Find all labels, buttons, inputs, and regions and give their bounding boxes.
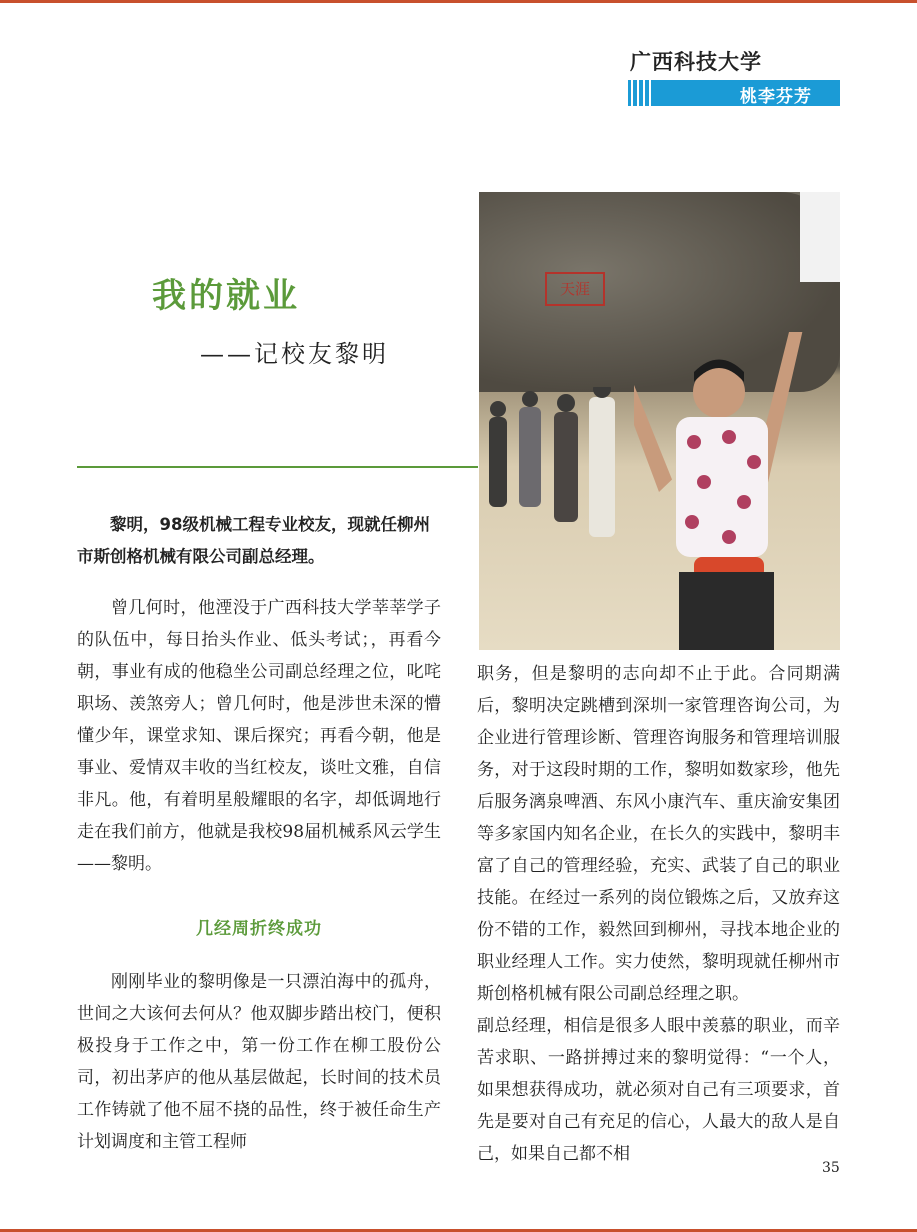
rock-inscription: 天涯 xyxy=(545,272,605,306)
alumnus-figure xyxy=(634,332,804,650)
body-column-left-1 xyxy=(77,592,441,880)
body-column-right xyxy=(477,658,840,1170)
paragraph: 曾几何时，他湮没于广西科技大学莘莘学子的队伍中，每日抬头作业、低头考试；，再看今朝，事业有成的他稳坐公司副总经理之位，叱咤职场、羡煞旁人；曾几何时，他是涉世未深的懵懂少年，课堂求知、课后探究；再看今朝，他是事业、爱情双丰收的当红校友，谈吐文雅，自信非凡。他，有着明星般耀眼的名字，却低调地行走在我们前方，他就是我校98届机械系风云学生——黎明。 xyxy=(77,598,441,874)
article-title: 我的就业 xyxy=(152,276,300,316)
title-divider xyxy=(77,466,478,468)
running-header xyxy=(628,46,840,106)
sky-patch xyxy=(800,192,840,282)
section-heading: 几经周折终成功 xyxy=(196,919,322,939)
school-name: 广西科技大学 xyxy=(630,50,762,74)
paragraph: 职务，但是黎明的志向却不止于此。合同期满后，黎明决定跳槽到深圳一家管理咨询公司，为企业进行管理诊断、管理咨询服务和管理培训服务，对于这段时期的工作，黎明如数家珍，他先后服务漓泉啤酒、东风小康汽车、重庆渝安集团等多家国内知名企业，在长久的实践中，黎明丰富了自己的管理经验，充实、武装了自己的职业技能。在经过一系列的岗位锻炼之后，又放弃这份不错的工作，毅然回到柳州，寻找本地企业的职业经理人工作。实力使然，黎明现就任柳州市斯创格机械有限公司副总经理之职。 xyxy=(477,664,840,1004)
page-number: 35 xyxy=(822,1160,840,1176)
intro-paragraph: 黎明，98级机械工程专业校友，现就任柳州市斯创格机械有限公司副总经理。 xyxy=(77,515,430,566)
paragraph: 刚刚毕业的黎明像是一只漂泊海中的孤舟，世间之大该何去何从？他双脚步踏出校门，便积极投身于工作之中，第一份工作在柳工股份公司，初出茅庐的他从基层做起，长时间的技术员工作铸就了他不屈不挠的品性，终于被任命生产计划调度和主管工程师 xyxy=(77,972,441,1152)
paragraph: 副总经理，相信是很多人眼中羡慕的职业，而辛苦求职、一路拼搏过来的黎明觉得：“一个人，如果想获得成功，就必须对自己有三项要求，首先是要对自己有充足的信心，人最大的敌人是自己，如果自己都不相 xyxy=(477,1016,840,1164)
column-tag: 桃李芬芳 xyxy=(740,87,812,107)
article-subtitle: ——记校友黎明 xyxy=(200,340,389,368)
stripe-decoration xyxy=(631,80,651,106)
top-border xyxy=(0,0,917,3)
body-column-left-2 xyxy=(77,966,441,1158)
alumnus-photo xyxy=(479,192,840,650)
column-tag-bar xyxy=(628,80,840,106)
